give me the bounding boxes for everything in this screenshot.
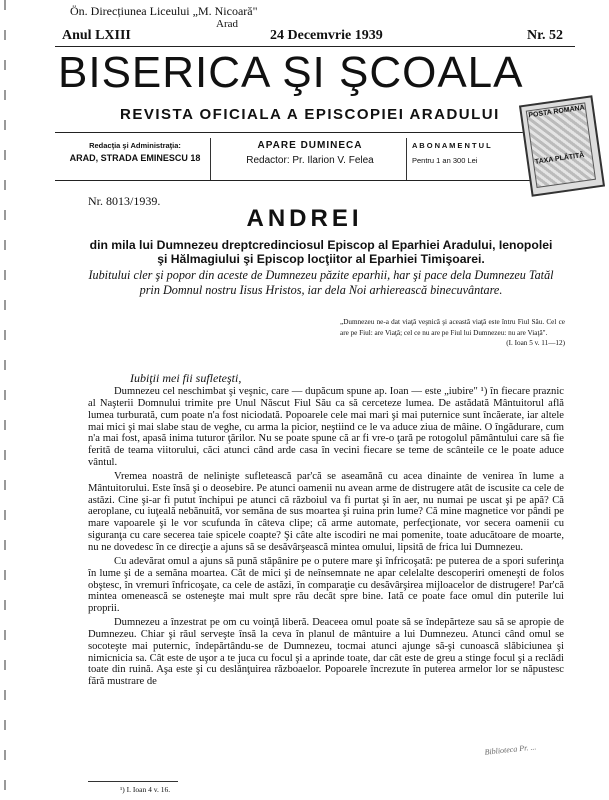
- document-heading: ANDREI: [246, 205, 363, 232]
- publication-box: [214, 138, 407, 180]
- salutation: Iubiţii mei fii sufleteşti,: [130, 371, 242, 385]
- paragraph: Vremea noastră de nelinişte sufletească par'că se aseamănă cu acea dinainte de venirea în lume a Mântuitorului. Este însă şi o deosebire. Pe atunci oamenii nu avean arme de distrugere atât de iscusite ca cele de astăzi. Cine şi-ar fi putut închipui pe atunci că războiul va fi purtat şi în aer, nu numai pe uscat şi pe apă? Că aeroplane, cu iuţeală nebănuită, vor semăna de sus moartea şi ruina prin lume? Că mine magnetice vor pândi pe mare vapoarele şi le vor scufunda în câteva clipe; că arme automate, perfecţionate, vor secera oamenii cu siguranţa cu care secerea taie spicele coapte? Şi câte alte iscodiri ne mai pomenite, toate aducătoare de moarte, nu ne dovedesc în ce direcţie a ajuns să se desăvârşească mintea omului, lipsită de frica lui Dumnezeu.: [88, 470, 564, 553]
- subscription-text: Pentru 1 an 300 Lei: [412, 156, 478, 165]
- epigraph-reference: (I. Ioan 5 v. 11—12): [506, 339, 565, 347]
- document-number: Nr. 8013/1939.: [88, 194, 161, 208]
- paragraph: Cu adevărat omul a ajuns să pună stăpânire pe o putere mare şi înfricoşată: pe puterea de a spori suferinţa în lume şi de a semăna moartea. Cât de mici şi de neînsemnate ne apar celelalte descoperiri omeneşti de folos obştesc, în vremuri înfricoşate, ca cele de astăzi, în comparaţie cu desăvârşirea mijloacelor de distrugere! Par'că mintea omenească se osteneşte mai mult spre rău decât spre bine. Iată ce poate face omul din puterile lui proprii.: [88, 555, 564, 615]
- year-label: Anul LXIII: [62, 28, 131, 43]
- issue-number: Nr. 52: [526, 28, 563, 43]
- epigraph-quote: [340, 317, 565, 349]
- redaction-address: ARAD, STRADA EMINESCU 18: [69, 153, 201, 163]
- issue-date: 24 Decemvrie 1939: [270, 28, 383, 43]
- masthead-rule-middle: [55, 132, 575, 133]
- greeting-text: Iubitului cler şi popor din aceste de Dumnezeu păzite eparhii, har şi pace dela Dumnezeu Tatăl prin Domnul nostru Iisus Hristos, iar dela Noi arhierească binecuvântare.: [88, 268, 554, 297]
- article-body: [88, 386, 564, 690]
- masthead-info-row: [0, 28, 609, 46]
- postage-stamp: [519, 95, 605, 196]
- epigraph-text: „Dumnezeu ne-a dat viaţă veşnică şi această viaţă este întru Fiul Său. Cel ce are pe Fiul: are Viaţă; cel ce nu are pe Fiul lui Dumnezeu: nu are Viaţă".: [340, 318, 565, 337]
- subscription-label: A B O N A M E N T U L: [412, 141, 491, 150]
- library-stamp-line1: Ön. Direcțiunea Liceului „M. Nicoară": [70, 4, 258, 18]
- postage-stamp-text: POSTA ROMANA TAXA PLĂTITĂ: [527, 104, 586, 166]
- newspaper-title: BISERICA ŞI ŞCOALA: [58, 48, 524, 97]
- library-stamp-line2: Arad: [216, 18, 238, 30]
- bishop-title: din mila lui Dumnezeu dreptcredinciosul Episcop al Eparhiei Aradului, Ienopolei şi Hălmagiului şi Episcop locţiitor al Eparhiei Timişoarei.: [89, 238, 553, 266]
- newspaper-subtitle: REVISTA OFICIALA A EPISCOPIEI ARADULUI: [120, 106, 500, 123]
- footnote-rule: [88, 781, 178, 782]
- library-stamp-bottom: Biblioteca Pr. ...: [484, 742, 537, 757]
- redaction-box: [60, 138, 211, 180]
- footnote: ¹) I. Ioan 4 v. 16.: [120, 785, 171, 794]
- paragraph: Dumnezeu a înzestrat pe om cu voinţă liberă. Deaceea omul poate să se îndepărteze sau să se apropie de Dumnezeu. Chiar şi răul serveşte însă la ceva în planul de mântuire a lui Dumnezeu. Atunci când omul se socoteşte mai puternic, îndepărtându-se de Dumnezeu, tocmai atunci ajunge să-şi cunoască slăbiciunea şi nimicnicia sa. Cât este de uşor a te juca cu focul şi a aprinde toate, dar cât este de greu a stinge focul şi a reclădi toate din ruină. Aşa este şi cu deslănţuirea războaelor. Popoarele încrezute în puterea armelor lor se năpustesc fără mustrare de: [88, 617, 564, 688]
- masthead-rule-top: [55, 46, 575, 47]
- page-edge-binding: [4, 0, 6, 800]
- masthead-rule-bottom: [55, 180, 575, 181]
- appears-label: APARE DUMINECA: [257, 140, 363, 151]
- paragraph: Dumnezeu cel neschimbat şi veşnic, care — dupăcum spune ap. Ioan — este „iubire" ¹) în fiecare praznic al Naşterii Domnului trimite pre Unul Născut Fiul Său ca să cerceteze lumea. De astădată Mântuitorul află lumea turburată, cum poate n'a fost niciodată. Popoarele cele mai mari şi mai puternice sunt încăerate, iar altele mai mici şi mai slabe stau de veghe, cu arma la picior, neştiind ce le va aduce ziua de mâine. O îngădurare, cum n'a mai fost, apasă inima tuturor ţărilor. Nu se poate spune că ar fi vre-o ţară pe rotogolul pământului care să fie ferită de teama viitorului, căci atunci când arde casa în vecini fiecare se teme de scânteile ce le poate aduce vântul.: [88, 386, 564, 469]
- editor-label: Redactor: Pr. Ilarion V. Felea: [246, 155, 374, 166]
- redaction-label: Redacţia şi Administraţia:: [89, 141, 181, 150]
